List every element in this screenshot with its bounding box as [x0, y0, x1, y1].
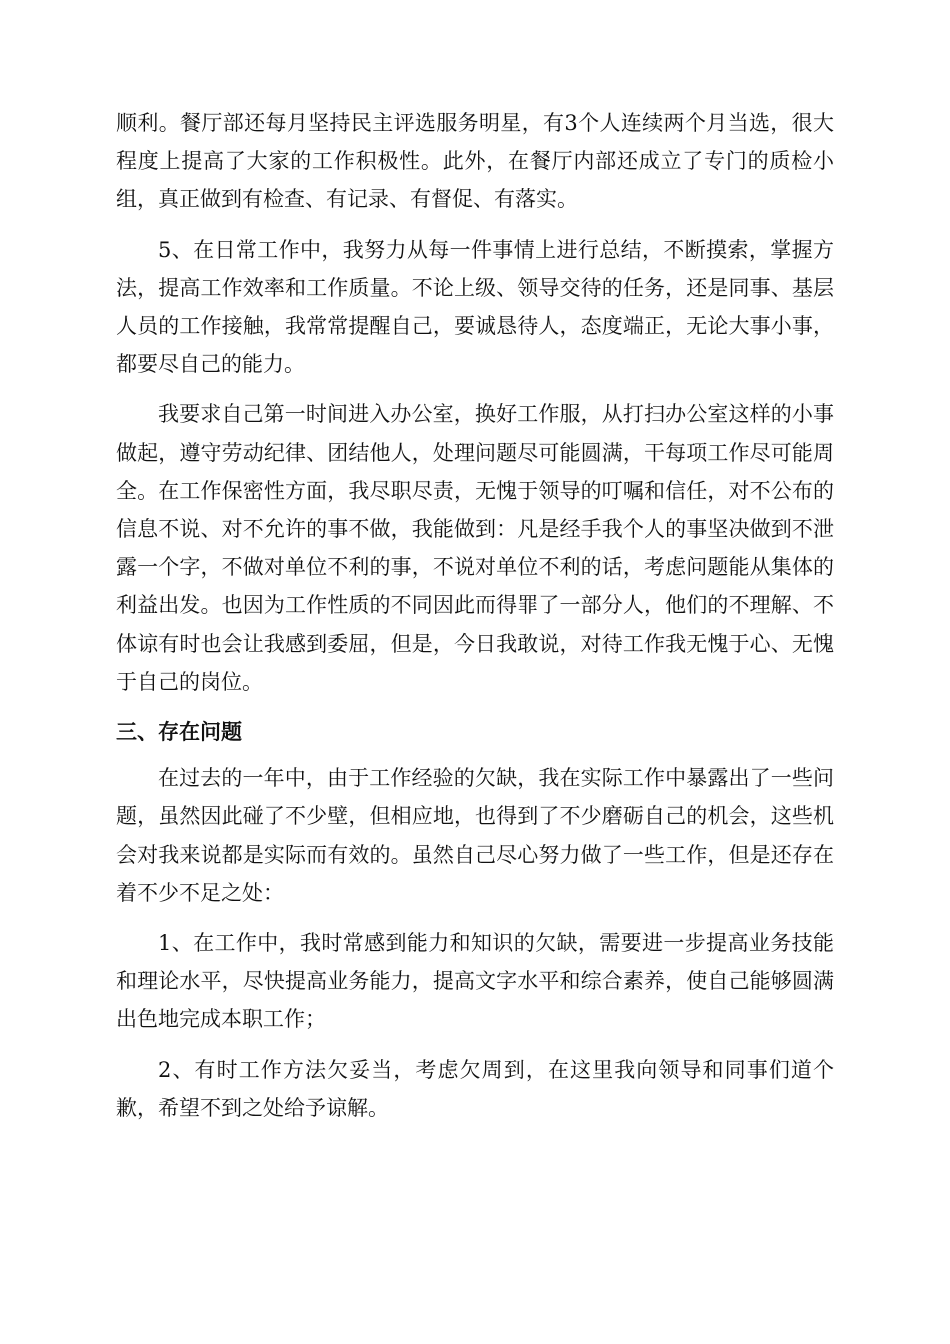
paragraph-problem-2: 2、有时工作方法欠妥当，考虑欠周到，在这里我向领导和同事们道个歉，希望不到之处给予谅解。 [116, 1057, 834, 1120]
paragraph-continuation: 顺利。餐厅部还每月坚持民主评选服务明星，有3个人连续两个月当选，很大程度上提高了大家的工作积极性。此外，在餐厅内部还成立了专门的质检小组，真正做到有检查、有记录、有督促、有落实。 [116, 111, 834, 212]
document-page [116, 104, 834, 1139]
paragraph-problem-1: 1、在工作中，我时常感到能力和知识的欠缺，需要进一步提高业务技能和理论水平，尽快提高业务能力，提高文字水平和综合素养，使自己能够圆满出色地完成本职工作； [116, 931, 834, 1032]
paragraph-item-5: 5、在日常工作中，我努力从每一件事情上进行总结，不断摸索，掌握方法，提高工作效率和工作质量。不论上级、领导交待的任务，还是同事、基层人员的工作接触，我常常提醒自己，要诚恳待人，态度端正，无论大事小事，都要尽自己的能力。 [116, 237, 834, 377]
paragraph-problems-intro: 在过去的一年中，由于工作经验的欠缺，我在实际工作中暴露出了一些问题，虽然因此碰了不少壁，但相应地，也得到了不少磨砺自己的机会，这些机会对我来说都是实际而有效的。虽然自己尽心努力做了一些工作，但是还存在着不少不足之处： [116, 766, 834, 905]
paragraph-work-attitude: 我要求自己第一时间进入办公室，换好工作服，从打扫办公室这样的小事做起，遵守劳动纪律、团结他人，处理问题尽可能圆满，干每项工作尽可能周全。在工作保密性方面，我尽职尽责，无愧于领导的叮嘱和信任，对不公布的信息不说、对不允许的事不做，我能做到：凡是经手我个人的事坚决做到不泄露一个字，不做对单位不利的事，不说对单位不利的话，考虑问题能从集体的利益出发。也因为工作性质的不同因此而得罪了一部分人，他们的不理解、不体谅有时也会让我感到委屈，但是，今日我敢说，对待工作我无愧于心、无愧于自己的岗位。 [116, 402, 834, 694]
section-heading: 三、存在问题 [116, 720, 242, 745]
